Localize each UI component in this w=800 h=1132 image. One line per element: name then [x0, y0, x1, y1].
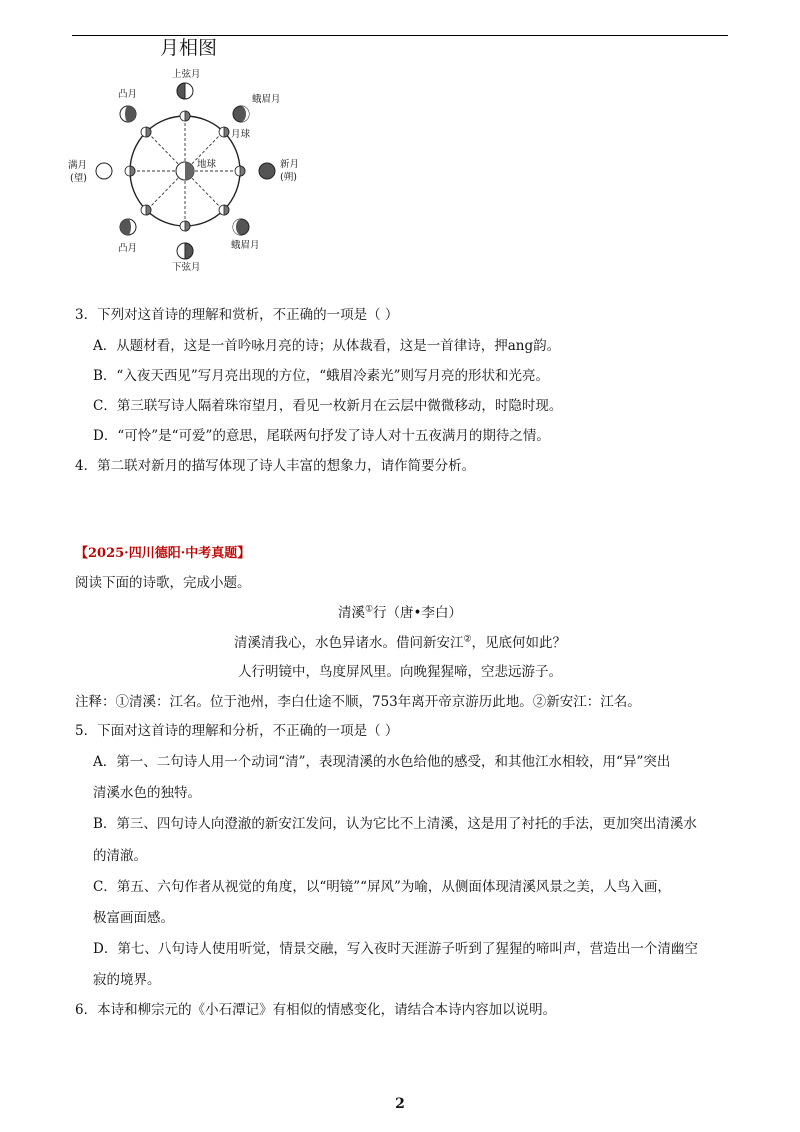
q3-option-d: D．“可怜”是“可爱”的意思，尾联两句抒发了诗人对十五夜满月的期待之情。 [93, 428, 550, 444]
full-moon-icon [96, 163, 112, 179]
q5-option-b: B．第三、四句诗人向澄澈的新安江发问，认为它比不上清溪，这是用了衬托的手法，更加突出清溪水 [93, 816, 697, 832]
moon-phase-diagram [60, 55, 320, 285]
label-wang: (望) [70, 173, 87, 184]
q5-option-c: C．第五、六句作者从视觉的角度，以“明镜”“屏风”为喻，从侧面体现清溪风景之美，人鸟入画， [93, 879, 671, 895]
label-new-moon: 新月 [280, 159, 300, 170]
q3-stem: 3．下列对这首诗的理解和赏析，不正确的一项是（ ） [75, 307, 399, 323]
earth-label: 地球 [197, 159, 217, 170]
label-shuo: (朔) [280, 172, 297, 183]
label-gibbous-top: 凸月 [118, 89, 138, 100]
label-crescent-bottom: 蛾眉月 [231, 240, 260, 251]
label-last-quarter: 下弦月 [172, 262, 201, 273]
label-full-moon: 满月 [68, 160, 88, 171]
q5-option-b-cont: 的清澈。 [93, 848, 147, 864]
q5-option-c-cont: 极富画面感。 [93, 910, 174, 926]
label-crescent-top: 蛾眉月 [252, 94, 281, 105]
moon-orbit-label: 月球 [231, 129, 251, 140]
q3-option-a: A．从题材看，这是一首吟咏月亮的诗；从体裁看，这是一首律诗，押ang韵。 [93, 338, 561, 354]
label-first-quarter: 上弦月 [172, 69, 201, 80]
q5-option-a-cont: 清溪水色的独特。 [93, 785, 201, 801]
q6-stem: 6．本诗和柳宗元的《小石潭记》有相似的情感变化，请结合本诗内容加以说明。 [75, 1002, 557, 1018]
q3-option-c: C．第三联写诗人隔着珠帘望月，看见一枚新月在云层中微微移动，时隐时现。 [93, 398, 563, 414]
poem-line-1: 清溪清我心，水色异诸水。借问新安江②，见底何如此？ [233, 634, 567, 651]
diagram-title: 月相图 [160, 37, 218, 59]
poem-line-2: 人行明镜中，鸟度屏风里。向晚猩猩啼，空悲远游子。 [238, 664, 562, 680]
q5-stem: 5．下面对这首诗的理解和分析，不正确的一项是（ ） [75, 723, 399, 739]
label-gibbous-bottom: 凸月 [118, 243, 138, 254]
q3-option-b: B．“入夜天西见”写月亮出现的方位，“蛾眉冷素光”则写月亮的形状和光亮。 [93, 368, 550, 384]
q5-option-d: D．第七、八句诗人使用听觉，情景交融，写入夜时天涯游子听到了猩猩的啼叫声，营造出一个清幽空 [93, 941, 698, 957]
source-tag: 【2025·四川德阳·中考真题】 [75, 546, 251, 561]
poem-title: 清溪①行（唐•李白） [337, 604, 463, 621]
page-number: 2 [395, 1096, 405, 1112]
new-moon-icon [259, 163, 275, 179]
q5-option-d-cont: 寂的境界。 [93, 972, 161, 988]
intro-text: 阅读下面的诗歌，完成小题。 [75, 575, 251, 591]
q4-stem: 4．第二联对新月的描写体现了诗人丰富的想象力，请作简要分析。 [75, 458, 476, 474]
annotation-note: 注释：①清溪：江名。位于池州，李白仕途不顺，753年离开帝京游历此地。②新安江：江名。 [75, 694, 641, 710]
q5-option-a: A．第一、二句诗人用一个动词“清”，表现清溪的水色给他的感受，和其他江水相较，用“异”突出 [93, 754, 671, 770]
